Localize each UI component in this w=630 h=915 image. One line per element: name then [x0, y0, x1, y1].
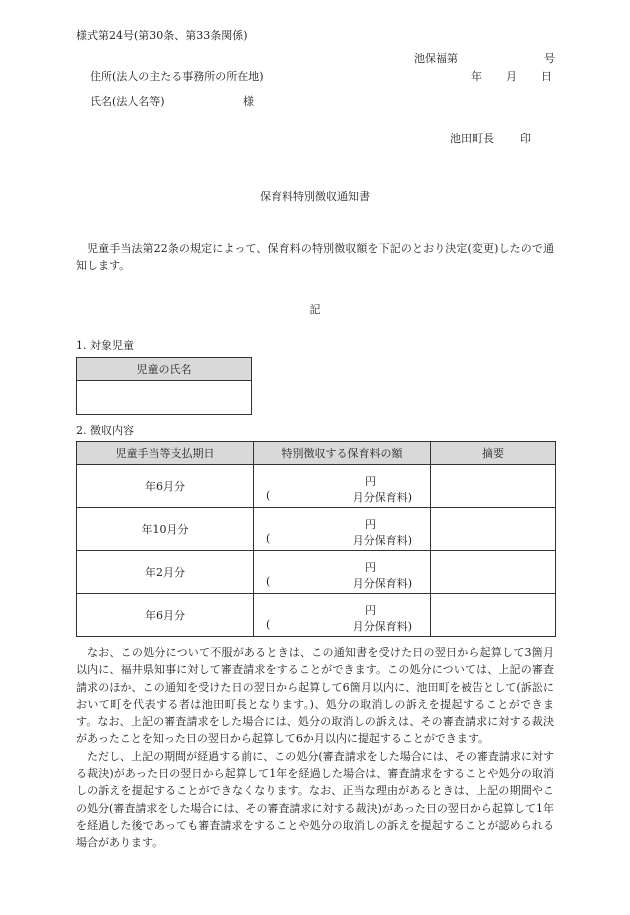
notice-paragraph-1: なお、この処分について不服があるときは、この通知書を受けた日の翌日から起算して3箇月以内に、福井県知事に対して審査請求をすることができます。この処分については、上記の審査請求のほか、この通知を受けた日の翌日から起算して6箇月以内に、池田町を被告として(訴訟において町を代表する者は池田町長となります。)、処分の取消しの訴えを提起することができます。なお、上記の審査請求をした場合には、処分の取消しの訴えは、その審査請求に対する裁決があったことを知った日の翌日から起算して6か月以内に提起することができます。 — [76, 646, 554, 746]
header-amount: 特別徴収する保育料の額 — [254, 442, 431, 465]
table-row — [77, 465, 556, 508]
remarks-cell — [431, 465, 556, 508]
notice-section — [76, 644, 554, 852]
doc-number-suffix: 号 — [544, 52, 555, 65]
doc-number-prefix: 池保福第 — [414, 52, 458, 65]
remarks-cell — [431, 551, 556, 594]
form-number: 様式第24号(第30条、第33条関係) — [76, 29, 248, 42]
yen-label: 円 — [365, 561, 376, 574]
amount-cell — [254, 594, 431, 637]
intro-paragraph — [76, 240, 554, 275]
date-month: 月 — [506, 70, 517, 83]
table-row — [77, 508, 556, 551]
section1-heading: 1. 対象児童 — [76, 339, 134, 352]
section2-heading: 2. 徴収内容 — [76, 424, 134, 437]
month-label: 月分保育料) — [352, 620, 412, 633]
notice-paragraph-2: ただし、上記の期間が経過する前に、この処分(審査請求をした場合には、その審査請求に対する裁決)があった日の翌日から起算して1年を経過した場合は、審査請求をすることや処分の取消しの訴えを提起することができなくなります。なお、正当な理由があるときは、上記の期間やこの処分(審査請求をした場合には、その審査請求に対する裁決)があった日の翌日から起算して1年を経過した後であっても審査請求をすることや処分の取消しの訴えを提起することが認められる場合があります。 — [76, 749, 554, 850]
month-label: 月分保育料) — [352, 491, 412, 504]
intro-text: 児童手当法第22条の規定によって、保育料の特別徴収額を下記のとおり決定(変更)したので通知します。 — [76, 242, 554, 273]
table-row — [77, 594, 556, 637]
yen-label: 円 — [365, 518, 376, 531]
payment-date-cell: 年6月分 — [77, 594, 254, 637]
payment-date-cell: 年6月分 — [77, 465, 254, 508]
table-row — [77, 551, 556, 594]
paren-open: ( — [266, 575, 271, 588]
payment-date-cell: 年2月分 — [77, 551, 254, 594]
month-label: 月分保育料) — [352, 534, 412, 547]
date-year: 年 — [471, 70, 482, 83]
remarks-cell — [431, 508, 556, 551]
address-label: 住所(法人の主たる事務所の所在地) — [90, 70, 264, 83]
paren-open: ( — [266, 532, 271, 545]
month-label: 月分保育料) — [352, 577, 412, 590]
collection-table — [76, 441, 556, 637]
header-remarks: 摘要 — [431, 442, 556, 465]
child-name-header: 児童の氏名 — [77, 358, 252, 381]
yen-label: 円 — [365, 475, 376, 488]
document-title: 保育料特別徴収通知書 — [260, 190, 370, 203]
paren-open: ( — [266, 618, 271, 631]
paren-open: ( — [266, 489, 271, 502]
honorific: 様 — [243, 95, 254, 108]
child-table — [76, 357, 252, 415]
header-payment-date: 児童手当等支払期日 — [77, 442, 254, 465]
date-day: 日 — [541, 70, 552, 83]
seal: 印 — [520, 132, 531, 145]
yen-label: 円 — [365, 604, 376, 617]
issuer: 池田町長 — [450, 132, 494, 145]
amount-cell — [254, 508, 431, 551]
amount-cell — [254, 465, 431, 508]
amount-cell — [254, 551, 431, 594]
name-label: 氏名(法人名等) — [90, 95, 165, 108]
ki-mark: 記 — [309, 303, 321, 316]
remarks-cell — [431, 594, 556, 637]
payment-date-cell: 年10月分 — [77, 508, 254, 551]
child-name-cell — [77, 381, 252, 415]
